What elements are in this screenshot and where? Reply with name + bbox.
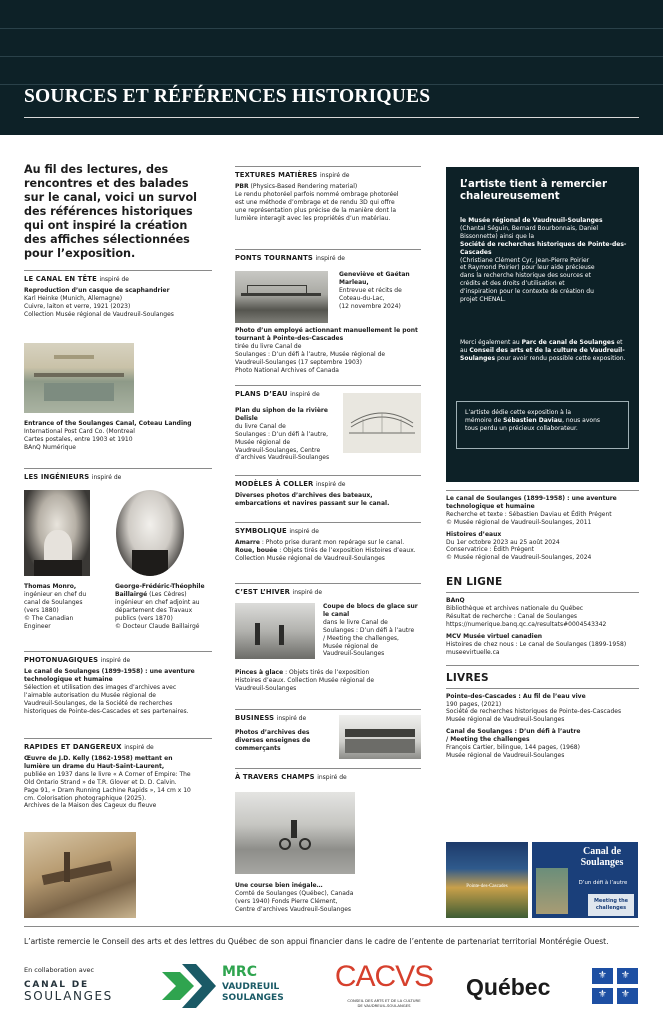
panel-line: dans la recherche historique des sources et	[460, 272, 591, 280]
section-heading	[24, 473, 212, 481]
item-line: d’archives Vaudreuil-Soulanges	[235, 454, 330, 462]
side-line: Soulanges : D’un défi à l’autre	[323, 626, 415, 634]
heading-sub: inspiré de	[290, 391, 320, 398]
caption-line: International Post Card Co. (Montreal	[24, 427, 135, 435]
intro-text: Au fil des lectures, des rencontres et des balades sur le canal, voici un survol des références historiques qui ont inspiré la création des affiches sélectionnées pour l’exposition.	[24, 163, 197, 260]
heading-sub: inspiré de	[292, 589, 323, 596]
cover-badge	[588, 894, 634, 916]
caption-monro	[24, 583, 110, 630]
logo-line: SOULANGES	[222, 993, 284, 1003]
hiver-side-text	[323, 603, 421, 658]
ref-line: © Musée régional de Vaudreuil-Soulanges, 2024	[446, 554, 592, 562]
item-title: Œuvre de J.D. Kelly (1862-1958) mettant en lumière un drame du Haut-Saint-Laurent,	[24, 755, 173, 770]
item-line: tirée du livre Canal de	[235, 342, 302, 350]
book-line: François Cartier, bilingue, 144 pages, (1968)	[446, 744, 580, 752]
section-heading	[235, 171, 421, 179]
divider	[446, 592, 639, 593]
rapids-illustration	[24, 832, 136, 918]
book-title: Pointe-des-Cascades : Au fil de l’eau vive	[446, 692, 586, 700]
caption-line: (vers 1880)	[24, 606, 59, 614]
item-bold: Pinces à glace	[235, 669, 284, 676]
panel-heading: L’artiste tient à remercier chaleureusement	[460, 179, 607, 202]
item-line: l’aimable autorisation du Musée régional de	[24, 691, 156, 699]
item-title: Photo d’un employé actionnant manuellement le pont tournant à Pointe-des-Cascades	[235, 327, 418, 342]
caption-line: Cartes postales, entre 1903 et 1910	[24, 435, 133, 443]
book-cover-canal-de-soulanges	[532, 842, 638, 918]
ice-cutting-photo	[235, 603, 315, 659]
heading-sub: inspiré de	[319, 172, 350, 179]
cover-line: Meeting the	[593, 898, 629, 904]
banq-link[interactable]: https://numerique.banq.qc.ca/resultats#0004543342	[446, 620, 607, 628]
cover-subtitle: D’un défi à l’autre	[578, 880, 628, 886]
title-rule	[24, 117, 639, 118]
item-line: du livre Canal de	[235, 422, 286, 430]
panel-line: pour avoir rendu possible cette exposition.	[496, 354, 626, 362]
thanks-panel	[446, 167, 639, 482]
caption-baillairge	[115, 583, 215, 630]
panel-paragraph-2	[460, 339, 630, 363]
item-line: Histoires d’eaux. Collection Musée régional de	[235, 676, 375, 684]
siphon-plan-drawing	[343, 393, 421, 453]
livres-heading: LIVRES	[446, 671, 489, 684]
caption-line: © The Canadian	[24, 614, 74, 622]
item-line: Collection Musée régional de Vaudreuil-Soulanges	[24, 310, 174, 318]
left-column	[24, 163, 212, 923]
item-title: Diverses photos d’archives des bateaux, embarcations et navires passant sur le canal.	[235, 492, 390, 507]
panel-bold: Société de recherches historiques de Pointe-des-Cascades	[460, 240, 627, 256]
ref-mcv	[446, 633, 639, 657]
champs-caption	[235, 882, 419, 914]
item-line: lumière interagit avec les propriétés d’un matériau.	[235, 214, 391, 222]
panel-line: (Chantal Séguin, Bernard Bourbonnais, Daniel	[460, 224, 599, 232]
ref-line: Histoires de chez nous : Le canal de Soulanges (1899-1958)	[446, 640, 627, 648]
page-title: SOURCES ET RÉFÉRENCES HISTORIQUES	[24, 86, 431, 107]
heading-label: PONTS TOURNANTS	[235, 254, 313, 262]
panel-line: projet CHENAL.	[460, 296, 506, 304]
divider	[235, 522, 421, 523]
caption-line: (Les Cèdres)	[147, 590, 187, 598]
logo-line: DE VAUDREUIL-SOULANGES	[357, 1003, 411, 1008]
heading-sub: inspiré de	[91, 474, 122, 481]
divider	[24, 468, 212, 469]
ref-histoires-d-eaux	[446, 531, 639, 563]
heading-label: MODÈLES À COLLER	[235, 480, 314, 488]
book-title: / Meeting the challenges	[446, 736, 530, 744]
section-rapides	[24, 738, 212, 810]
item-line: Vaudreuil-Soulanges, Centre	[235, 446, 321, 454]
book-line: Musée régional de Vaudreuil-Soulanges	[446, 716, 565, 724]
logo-line: SOULANGES	[24, 989, 113, 1003]
section-champs	[235, 768, 421, 913]
section-heading	[24, 656, 212, 664]
item-title: Une course bien inégale…	[235, 882, 323, 889]
side-title: Marleau,	[339, 278, 369, 286]
panel-line: Merci également au	[460, 339, 520, 346]
dedication-name: Sébastien Daviau	[503, 416, 563, 424]
item-line: Le rendu photoréel parfois nommé ombrage photoréel	[235, 190, 399, 198]
heading-sub: inspiré de	[289, 528, 319, 535]
section-heading	[235, 773, 421, 781]
logo-line: CANAL DE	[24, 980, 89, 990]
item-line: Sélection et utilisation des images d’archives avec	[24, 683, 177, 691]
mrc-vaudreuil-soulanges-logo	[160, 962, 310, 1012]
section-ponts-tournants	[235, 249, 421, 374]
banner-stripe	[0, 84, 663, 85]
book-cover-pointe-des-cascades	[446, 842, 528, 918]
ponts-side-text	[339, 271, 423, 311]
cover-title: Pointe-des-Cascades	[466, 884, 508, 889]
item-title: Le canal de Soulanges (1899-1958) : une aventure technologique et humaine	[24, 668, 195, 683]
storefront-photo	[339, 715, 421, 759]
divider	[235, 249, 421, 250]
item-bold: Roue, bouée	[235, 546, 278, 554]
item-line: Comté de Soulanges (Québec), Canada	[235, 889, 354, 897]
portrait-thomas-monro	[24, 490, 90, 576]
heading-label: BUSINESS	[235, 714, 275, 722]
caption-name: Thomas Monro,	[24, 583, 77, 590]
side-line: Entrevue et récits de	[339, 286, 402, 294]
panel-bold: le Musée régional de Vaudreuil-Soulanges	[460, 217, 603, 224]
item-line: : Photo prise durant mon repérage sur le canal.	[259, 539, 405, 546]
heading-sub: inspiré de	[124, 744, 154, 751]
mrc-mark-icon	[160, 962, 218, 1010]
item-bold: Amarre	[235, 539, 260, 546]
item-line: commerçants	[235, 744, 281, 752]
cover-line: Canal de	[582, 846, 622, 857]
side-title: Coupe de blocs de glace sur le canal	[323, 603, 418, 618]
book-line: 190 pages, (2021)	[446, 700, 502, 708]
book-line: Musée régional de Vaudreuil-Soulanges	[446, 751, 565, 759]
divider	[24, 270, 212, 271]
section-modeles	[235, 475, 421, 508]
side-line: Musée régional de	[323, 642, 379, 650]
item-line: Soulanges : D’un défi à l’autre,	[235, 430, 329, 438]
ref-line: Conservatrice : Édith Prégent	[446, 546, 535, 554]
portrait-baillairge	[116, 490, 184, 576]
dedication-line: tous perdu un précieux collaborateur.	[465, 424, 578, 432]
hiver-caption	[235, 669, 419, 693]
caption-line: département des Travaux	[115, 606, 193, 614]
item-title-rest: (Physics-Based Rendering material)	[248, 183, 358, 190]
item-title: Plan du siphon de la rivière Delisle	[235, 407, 328, 422]
item-line: Old Ontario Strand » de T.R. Glover et D. D. Calvin.	[24, 778, 177, 786]
item-title: Reproduction d’un casque de scaphandrier	[24, 287, 170, 294]
heading-label: À TRAVERS CHAMPS	[235, 773, 315, 781]
item-line: (vers 1940) Fonds Pierre Clément,	[235, 897, 338, 905]
item-line: Vaudreuil-Soulanges	[235, 684, 297, 692]
banner-stripe	[0, 56, 663, 57]
collab-label: En collaboration avec	[24, 966, 95, 974]
heading-label: RAPIDES ET DANGEREUX	[24, 743, 122, 751]
footer-thanks: L’artiste remercie le Conseil des arts et des lettres du Québec de son appui financier dans le cadre de l’entente de partenariat territorial Montérégie Ouest.	[24, 937, 609, 946]
logo-sub	[334, 998, 434, 1008]
banner-stripe	[0, 28, 663, 29]
panel-paragraph-1	[460, 217, 630, 304]
panel-line: d’inspiration pour le contexte de création du	[460, 288, 594, 296]
divider	[235, 709, 421, 710]
section-business	[235, 709, 421, 752]
section-heading	[235, 588, 421, 596]
book-line: Société de recherches historiques de Pointe-des-Cascades	[446, 708, 622, 716]
dedication-box	[456, 401, 629, 449]
book-canal-de-soulanges	[446, 728, 639, 760]
item-line: Vaudreuil-Soulanges, de la Société de recherches	[24, 699, 173, 707]
divider	[24, 738, 212, 739]
heading-label: LES INGÉNIEURS	[24, 473, 90, 481]
heading-label: SYMBOLIQUE	[235, 527, 287, 535]
divider	[235, 166, 421, 167]
cover-line: Soulanges	[580, 857, 624, 868]
divider	[446, 688, 639, 689]
caption-line: canal de Soulanges	[24, 598, 83, 606]
heading-label: PLANS D’EAU	[235, 390, 288, 398]
section-plans-d-eau	[235, 385, 421, 462]
item-line: Soulanges : D’un défi à l’autre, Musée régional de	[235, 350, 386, 358]
panel-line: Bissonnette) ainsi que la	[460, 232, 535, 240]
dedication-line: mémoire de	[465, 416, 502, 424]
book-title: Canal de Soulanges : D’un défi à l’autre	[446, 728, 581, 736]
canal-de-soulanges-logo	[24, 980, 124, 1003]
cover-line: challenges	[595, 905, 627, 911]
panel-bold: Parc de canal de Soulanges	[521, 339, 615, 346]
footer-divider	[24, 926, 639, 927]
item-line: une représentation plus précise de la manière dont la	[235, 206, 397, 214]
plans-caption	[235, 407, 335, 462]
caption-title: Entrance of the Soulanges Canal, Coteau Landing	[24, 420, 192, 427]
business-caption	[235, 729, 331, 753]
divider	[24, 651, 212, 652]
section-canal-en-tete	[24, 270, 212, 451]
heading-sub: inspiré de	[315, 481, 346, 488]
caption-line: ingénieur en chef du	[24, 590, 87, 598]
item-line: cm. Colorisation photographique (2025).	[24, 794, 147, 802]
ref-line: © Musée régional de Vaudreuil-Soulanges, 2011	[446, 518, 592, 526]
caption-line: ingénieur en chef adjoint au	[115, 598, 200, 606]
item-line: Vaudreuil-Soulanges (17 septembre 1903)	[235, 358, 362, 366]
heading-label: LE CANAL EN TÊTE	[24, 275, 97, 283]
section-heading	[235, 527, 421, 535]
caption-line: Engineer	[24, 622, 51, 630]
ponts-caption	[235, 327, 419, 374]
heading-label: TEXTURES MATIÈRES	[235, 171, 318, 179]
bicycle-photo	[235, 792, 355, 874]
section-heading	[24, 743, 212, 751]
item-line: Collection Musée régional de Vaudreuil-Soulanges	[235, 554, 385, 562]
ref-banq	[446, 597, 639, 629]
heading-sub: inspiré de	[100, 657, 131, 664]
ref-title: BAnQ	[446, 597, 465, 605]
item-line: : Objets tirés de l’exposition Histoires d’eaux.	[277, 546, 416, 554]
divider	[235, 583, 421, 584]
postcard-canal-photo	[24, 343, 134, 413]
heading-sub: inspiré de	[317, 774, 347, 781]
quebec-flag-icon: ⚜ ⚜ ⚜ ⚜	[592, 968, 638, 1004]
heading-sub: inspiré de	[276, 715, 307, 722]
divider	[446, 490, 639, 491]
caption-line: publics (vers 1870)	[115, 614, 173, 622]
header-banner	[0, 0, 663, 135]
divider	[235, 475, 421, 476]
item-title: Photos d’archives des	[235, 729, 310, 736]
logo-wordmark: Québec	[466, 974, 551, 1000]
middle-column	[235, 163, 421, 923]
logo-line: MRC	[222, 964, 257, 980]
panel-line: et au	[460, 339, 623, 354]
ref-title: Histoires d’eaux	[446, 530, 502, 538]
item-line: Page 91, « Dram Running Lachine Rapids », 14 cm x 10	[24, 786, 191, 794]
item-line: publiée en 1937 dans le livre « A Corner of Empire: The	[24, 770, 191, 778]
section-heading	[235, 254, 421, 262]
item-line: Photo National Archives of Canada	[235, 366, 339, 374]
right-column	[446, 490, 639, 920]
caption-line: © Docteur Claude Baillairgé	[115, 622, 200, 630]
divider	[235, 385, 421, 386]
cover-title	[570, 846, 634, 868]
panel-line: et Raymond Poirier) pour leur aide précieuse	[460, 264, 595, 272]
dedication-line: , nous avons	[562, 416, 601, 424]
dedication-line: L’artiste dédie cette exposition à la	[465, 409, 572, 416]
cacvs-logo	[334, 960, 434, 1016]
side-line: (12 novembre 2024)	[339, 302, 401, 310]
ref-line: Résultat de recherche : Canal de Soulanges	[446, 613, 578, 621]
panel-line: (Christiane Clément Cyr, Jean-Pierre Poirier	[460, 256, 590, 264]
side-line: Coteau-du-Lac,	[339, 294, 385, 302]
heading-sub: inspiré de	[99, 276, 129, 283]
caption-name: George-Frédéric-Théophile	[115, 583, 205, 590]
side-line: dans le livre Canal de	[323, 618, 388, 626]
section-symbolique	[235, 522, 421, 563]
caption-line: BAnQ Numérique	[24, 443, 76, 451]
side-title: Geneviève et Gaétan	[339, 271, 410, 278]
heading-label: PHOTONUAGIQUES	[24, 656, 99, 664]
heading-label: C’EST L’HIVER	[235, 588, 291, 596]
ref-line: Recherche et texte : Sébastien Daviau et Édith Prégent	[446, 510, 612, 518]
item-line: Archives de la Maison des Cageux du fleuve	[24, 802, 157, 810]
section-photonuagiques	[24, 651, 212, 715]
item-line: Cuivre, laiton et verre, 1921 (2023)	[24, 302, 131, 310]
item-line: Musée régional de	[235, 438, 291, 446]
side-line: / Meeting the challenges,	[323, 634, 399, 642]
ref-title: MCV Musée virtuel canadien	[446, 632, 543, 640]
section-textures	[235, 166, 421, 223]
swing-bridge-photo	[235, 271, 328, 323]
quebec-logo	[466, 966, 641, 1010]
item-line: : Objets tirés de l’exposition	[283, 669, 370, 676]
ref-canal-book	[446, 495, 639, 527]
section-heading	[24, 275, 212, 283]
divider	[446, 665, 639, 666]
en-ligne-heading: EN LIGNE	[446, 576, 503, 589]
ref-line: Bibliothèque et archives nationale du Québec	[446, 605, 584, 613]
divider	[235, 768, 421, 769]
section-hiver	[235, 583, 421, 692]
section-heading	[235, 480, 421, 488]
item-line: diverses enseignes de	[235, 736, 311, 744]
logo-wordmark: CACVS	[334, 960, 434, 993]
item-line: Centre d’archives Vaudreuil-Soulanges	[235, 905, 352, 913]
cover-photo	[536, 868, 568, 914]
logo-line: VAUDREUIL	[222, 982, 280, 992]
mcv-link[interactable]: museevirtuelle.ca	[446, 648, 500, 656]
logo-line: CONSEIL DES ARTS ET DE LA CULTURE	[347, 998, 421, 1003]
panel-line: crédits et des droits d’utilisation et	[460, 280, 565, 288]
section-ingenieurs	[24, 468, 212, 630]
side-line: Vaudreuil-Soulanges	[323, 650, 385, 658]
book-pointe-des-cascades	[446, 693, 639, 725]
ref-title: Le canal de Soulanges (1899-1958) : une aventure technologique et humaine	[446, 495, 617, 510]
ref-line: Du 1er octobre 2023 au 25 août 2024	[446, 538, 560, 546]
heading-sub: inspiré de	[315, 255, 345, 262]
caption-name: Baillairgé	[115, 590, 148, 598]
postcard-caption	[24, 420, 212, 452]
panel-bold: Conseil des arts et de la culture de Vaudreuil-Soulanges	[460, 346, 625, 362]
item-line: est une méthode d’ombrage et de rendu 3D qui offre	[235, 198, 395, 206]
item-line: Karl Heinke (Munich, Allemagne)	[24, 294, 123, 302]
item-line: historiques de Pointe-des-Cascades et ses partenaires.	[24, 707, 189, 715]
item-title: PBR	[235, 183, 249, 190]
